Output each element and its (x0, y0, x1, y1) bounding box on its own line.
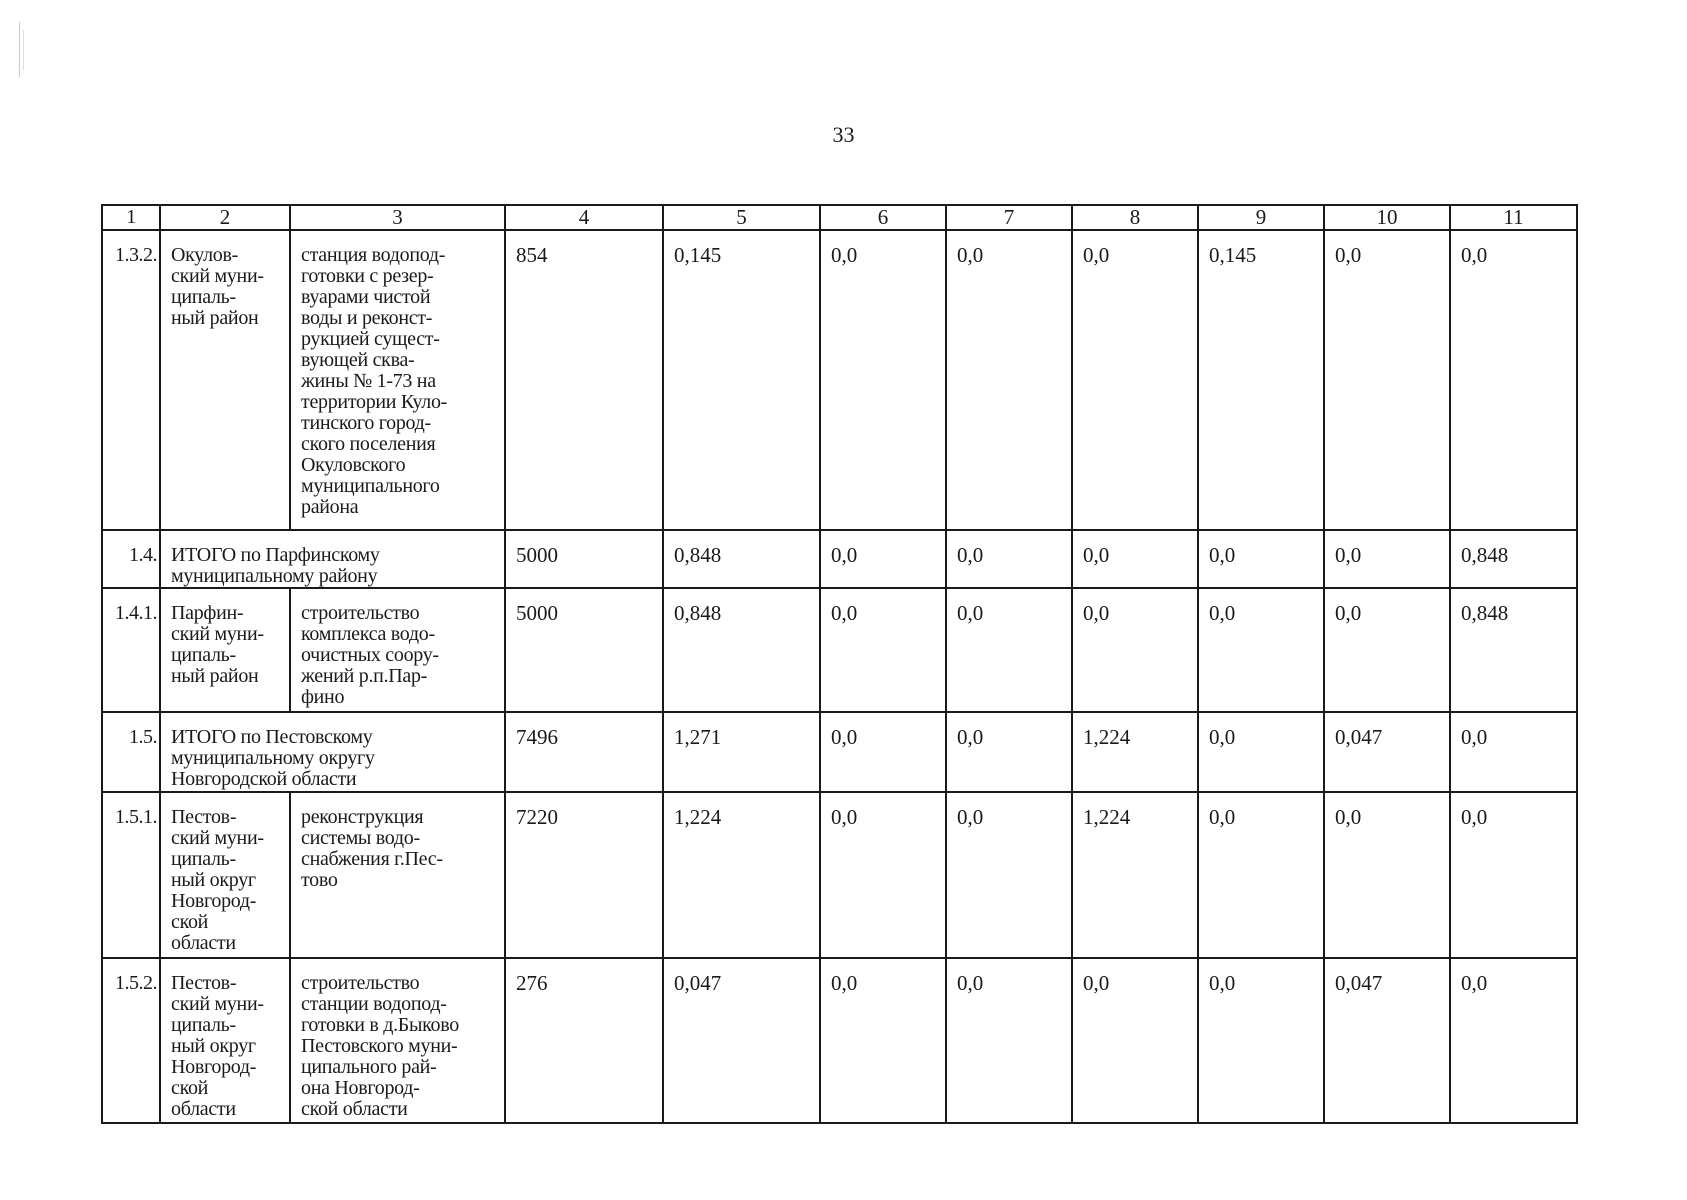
object-cell: станция водопод- готовки с резер- вуарами чистой воды и реконст- рукцией сущест- вующей сква- жины № 1-73 на территории Куло- тинского город- ского поселения Окуловского муниципального района (290, 230, 505, 530)
value-cell: 0,0 (1324, 230, 1450, 530)
column-header: 1 (102, 205, 160, 230)
scan-edge-mark (19, 22, 20, 77)
value-cell: 0,0 (820, 530, 946, 588)
value-cell: 1,224 (1072, 792, 1198, 958)
table-row-total (102, 530, 1577, 588)
value-cell: 276 (505, 958, 663, 1123)
value-cell: 0,047 (1324, 958, 1450, 1123)
row-number: 1.3.2. (102, 230, 160, 530)
value-cell: 0,0 (1198, 530, 1324, 588)
row-number: 1.5. (102, 712, 160, 792)
value-cell: 0,0 (1324, 588, 1450, 712)
row-number: 1.5.2. (102, 958, 160, 1123)
column-header: 2 (160, 205, 290, 230)
value-cell: 854 (505, 230, 663, 530)
value-cell: 0,047 (663, 958, 820, 1123)
value-cell: 0,0 (1072, 230, 1198, 530)
value-cell: 0,0 (820, 230, 946, 530)
table-row (102, 588, 1577, 712)
value-cell: 0,0 (1450, 958, 1577, 1123)
value-cell: 0,848 (1450, 588, 1577, 712)
value-cell: 0,0 (820, 792, 946, 958)
value-cell: 0,848 (1450, 530, 1577, 588)
value-cell: 0,145 (663, 230, 820, 530)
column-header: 6 (820, 205, 946, 230)
column-header: 5 (663, 205, 820, 230)
district-cell: Пестов- ский муни- ципаль- ный округ Новгород- ской области (160, 958, 290, 1123)
value-cell: 0,848 (663, 530, 820, 588)
value-cell: 0,0 (1072, 588, 1198, 712)
data-table (101, 204, 1578, 1124)
value-cell: 0,0 (820, 712, 946, 792)
value-cell: 0,0 (1198, 958, 1324, 1123)
district-cell: Парфин- ский муни- ципаль- ный район (160, 588, 290, 712)
district-cell: Окулов- ский муни- ципаль- ный район (160, 230, 290, 530)
value-cell: 0,047 (1324, 712, 1450, 792)
column-header: 9 (1198, 205, 1324, 230)
value-cell: 0,0 (1450, 712, 1577, 792)
value-cell: 0,0 (1324, 792, 1450, 958)
page-number: 33 (832, 122, 855, 147)
value-cell: 0,0 (1324, 530, 1450, 588)
value-cell: 0,0 (1198, 588, 1324, 712)
total-label-cell: ИТОГО по Парфинскому муниципальному району (160, 530, 505, 588)
table-row (102, 230, 1577, 530)
scan-edge-mark (23, 30, 24, 70)
table-row-total (102, 712, 1577, 792)
value-cell: 0,0 (1450, 792, 1577, 958)
value-cell: 1,271 (663, 712, 820, 792)
value-cell: 1,224 (1072, 712, 1198, 792)
value-cell: 0,0 (1450, 230, 1577, 530)
row-number: 1.5.1. (102, 792, 160, 958)
value-cell: 0,0 (946, 792, 1072, 958)
value-cell: 0,0 (1198, 792, 1324, 958)
row-number: 1.4. (102, 530, 160, 588)
row-number: 1.4.1. (102, 588, 160, 712)
value-cell: 0,145 (1198, 230, 1324, 530)
value-cell: 0,0 (1072, 958, 1198, 1123)
total-label-cell: ИТОГО по Пестовскому муниципальному округу Новгородской области (160, 712, 505, 792)
column-header: 10 (1324, 205, 1450, 230)
value-cell: 0,0 (820, 588, 946, 712)
table-header-row (102, 205, 1577, 230)
value-cell: 5000 (505, 530, 663, 588)
value-cell: 0,0 (1198, 712, 1324, 792)
value-cell: 0,0 (946, 530, 1072, 588)
district-cell: Пестов- ский муни- ципаль- ный округ Новгород- ской области (160, 792, 290, 958)
column-header: 11 (1450, 205, 1577, 230)
value-cell: 7220 (505, 792, 663, 958)
column-header: 8 (1072, 205, 1198, 230)
value-cell: 0,0 (1072, 530, 1198, 588)
value-cell: 0,0 (946, 958, 1072, 1123)
object-cell: реконструкция системы водо- снабжения г.Пес- тово (290, 792, 505, 958)
object-cell: строительство комплекса водо- очистных соору- жений р.п.Пар- фино (290, 588, 505, 712)
value-cell: 0,0 (946, 588, 1072, 712)
column-header: 7 (946, 205, 1072, 230)
column-header: 3 (290, 205, 505, 230)
table-row (102, 958, 1577, 1123)
column-header: 4 (505, 205, 663, 230)
table-row (102, 792, 1577, 958)
value-cell: 0,0 (820, 958, 946, 1123)
value-cell: 0,0 (946, 230, 1072, 530)
value-cell: 0,848 (663, 588, 820, 712)
value-cell: 0,0 (946, 712, 1072, 792)
value-cell: 7496 (505, 712, 663, 792)
object-cell: строительство станции водопод- готовки в д.Быково Пестовского муни- ципального рай- она Новгород- ской области (290, 958, 505, 1123)
value-cell: 1,224 (663, 792, 820, 958)
value-cell: 5000 (505, 588, 663, 712)
